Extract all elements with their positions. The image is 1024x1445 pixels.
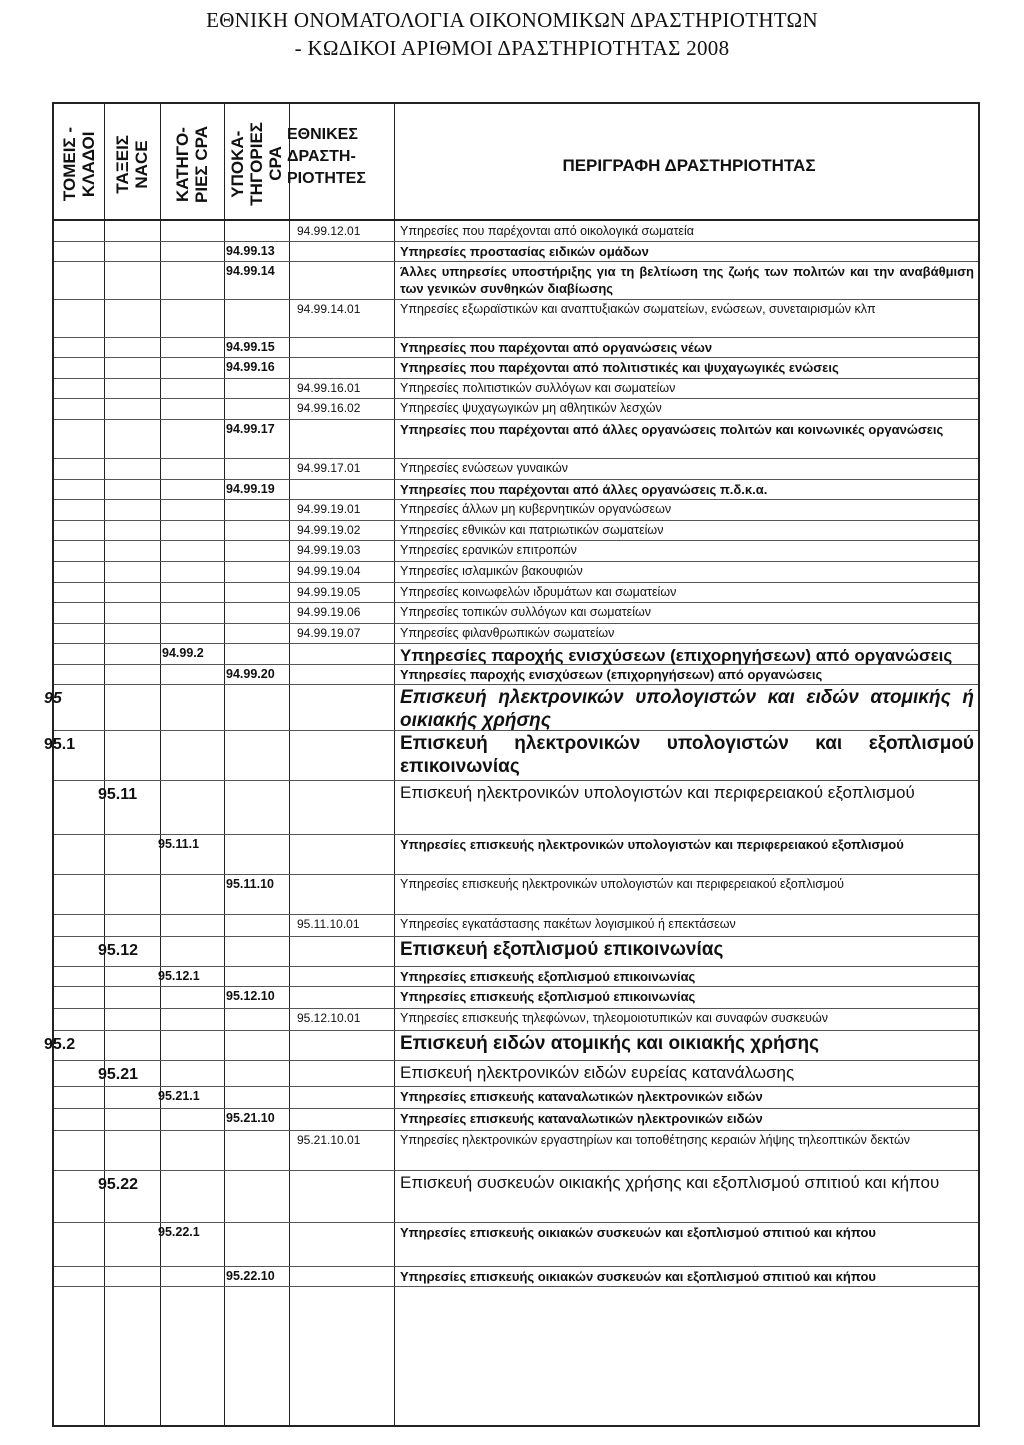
activity-code: 95.11.10 <box>226 877 274 891</box>
document-subtitle: - ΚΩΔΙΚΟΙ ΑΡΙΘΜΟΙ ΔΡΑΣΤΗΡΙΟΤΗΤΑΣ 2008 <box>294 36 730 60</box>
activity-description: Υπηρεσίες επισκευής καταναλωτικών ηλεκτρονικών ειδών <box>400 1111 763 1126</box>
table-row <box>54 458 978 480</box>
activity-description: Υπηρεσίες παροχής ενισχύσεων (επιχορηγήσεων) από οργανώσεις <box>400 646 953 665</box>
activity-code: 95.2 <box>44 1036 76 1053</box>
table-row <box>54 1108 978 1131</box>
table-row <box>44 684 978 731</box>
table-row <box>54 643 978 665</box>
activity-description: Επισκευή ηλεκτρονικών υπολογιστών και εξοπλισμού επικοινωνίας <box>400 733 974 777</box>
table-row <box>54 1008 978 1031</box>
activity-code: 94.99.12.01 <box>297 224 361 238</box>
table-row <box>54 664 978 685</box>
activity-description: Υπηρεσίες ηλεκτρονικών εργαστηρίων και τοποθέτησης κεραιών λήψης τηλεοπτικών δεκτών <box>400 1133 910 1147</box>
table-row <box>54 1060 978 1087</box>
activity-description: Υπηρεσίες επισκευής εξοπλισμού επικοινωνίας <box>400 969 696 984</box>
activity-code: 94.99.19 <box>226 482 275 496</box>
activity-description: Επισκευή ειδών ατομικής και οικιακής χρήσης <box>400 1033 820 1054</box>
table-row <box>54 1266 978 1287</box>
table-row <box>54 602 978 624</box>
table-row <box>54 261 978 300</box>
table-row <box>54 582 978 603</box>
activity-code: 95 <box>44 690 62 707</box>
activity-code: 94.99.20 <box>226 667 275 681</box>
table-row <box>54 540 978 562</box>
activity-description: Υπηρεσίες που παρέχονται από πολιτιστικές και ψυχαγωγικές ενώσεις <box>400 360 839 375</box>
activity-description: Υπηρεσίες εγκατάστασης πακέτων λογισμικού ή επεκτάσεων <box>400 917 736 931</box>
activity-code: 94.99.19.05 <box>297 585 361 599</box>
column-header-description: ΠΕΡΙΓΡΑΦΗ ΔΡΑΣΤΗΡΙΟΤΗΤΑΣ <box>562 156 816 175</box>
column-header-categories: ΚΑΤΗΓΟ- ΡΙΕΣ CPA <box>173 125 211 203</box>
activity-description: Υπηρεσίες που παρέχονται από οικολογικά σωματεία <box>400 224 694 238</box>
activity-description: Επισκευή ηλεκτρονικών υπολογιστών και ειδών ατομικής ή οικιακής χρήσης <box>400 687 974 731</box>
table-row <box>54 419 978 459</box>
activity-description: Υπηρεσίες που παρέχονται από οργανώσεις νέων <box>400 340 713 355</box>
activity-description: Υπηρεσίες εθνικών και πατριωτικών σωματείων <box>400 523 664 537</box>
table-row <box>54 1086 978 1109</box>
table-row <box>54 357 978 379</box>
activity-code: 94.99.14 <box>226 264 275 278</box>
table-row <box>54 986 978 1009</box>
activity-code: 94.99.19.03 <box>297 543 361 557</box>
table-row <box>54 520 978 541</box>
table-row <box>54 241 978 262</box>
activity-code: 94.99.19.07 <box>297 626 361 640</box>
table-row <box>54 479 978 500</box>
table-row <box>54 561 978 583</box>
activity-description: Υπηρεσίες τοπικών συλλόγων και σωματείων <box>400 605 651 619</box>
activity-description: Υπηρεσίες επισκευής ηλεκτρονικών υπολογιστών και περιφερειακού εξοπλισμού <box>400 877 844 891</box>
activity-code-table <box>44 102 980 1427</box>
activity-description: Υπηρεσίες επισκευής οικιακών συσκευών και εξοπλισμού σπιτιού και κήπου <box>400 1269 876 1284</box>
activity-description: Επισκευή συσκευών οικιακής χρήσης και εξοπλισμού σπιτιού και κήπου <box>400 1173 940 1192</box>
activity-code: 95.12.1 <box>158 969 200 983</box>
table-row <box>54 914 978 937</box>
activity-description: Υπηρεσίες εξωραϊστικών και αναπτυξιακών σωματείων, ενώσεων, συνεταιρισμών κλπ <box>400 302 876 316</box>
activity-code: 95.21.10.01 <box>297 1133 361 1147</box>
activity-description: Επισκευή ηλεκτρονικών ειδών ευρείας κατανάλωσης <box>400 1063 795 1082</box>
activity-description: Υπηρεσίες που παρέχονται από άλλες οργανώσεις πολιτών και κοινωνικές οργανώσεις <box>400 422 944 437</box>
activity-description: Υπηρεσίες ισλαμικών βακουφιών <box>400 564 583 578</box>
column-header-classes: ΤΑΞΕΙΣ NACE <box>113 134 151 194</box>
activity-code: 94.99.17 <box>226 422 275 436</box>
activity-code: 95.1 <box>44 736 76 753</box>
activity-description: Υπηρεσίες προστασίας ειδικών ομάδων <box>400 244 649 259</box>
table-row <box>54 623 978 644</box>
table-row <box>54 221 978 242</box>
activity-code: 95.11.1 <box>158 837 200 851</box>
activity-code: 94.99.14.01 <box>297 302 361 316</box>
activity-code: 94.99.16 <box>226 360 275 374</box>
activity-code: 94.99.19.04 <box>297 564 361 578</box>
activity-code: 95.21.10 <box>226 1111 275 1125</box>
activity-description: Επισκευή ηλεκτρονικών υπολογιστών και περιφερειακού εξοπλισμού <box>400 783 915 802</box>
activity-description: Υπηρεσίες φιλανθρωπικών σωματείων <box>400 626 615 640</box>
activity-code: 95.22.10 <box>226 1269 275 1283</box>
column-header-sectors: ΤΟΜΕΙΣ - ΚΛΑΔΟΙ <box>60 126 98 202</box>
activity-code: 95.12 <box>98 942 139 959</box>
activity-description: Υπηρεσίες ερανικών επιτροπών <box>400 543 577 557</box>
activity-code: 94.99.15 <box>226 340 275 354</box>
activity-code: 94.99.16.01 <box>297 381 361 395</box>
activity-code: 95.22.1 <box>158 1225 200 1239</box>
table-row <box>54 1170 978 1223</box>
activity-description: Υπηρεσίες ενώσεων γυναικών <box>400 461 568 475</box>
column-header-national: ΕΘΝΙΚΕΣ ΔΡΑΣΤΗ- ΡΙΟΤΗΤΕΣ <box>287 126 366 187</box>
activity-code: 94.99.2 <box>162 646 204 660</box>
activity-description: Υπηρεσίες επισκευής οικιακών συσκευών και εξοπλισμού σπιτιού και κήπου <box>400 1225 876 1240</box>
table-row <box>54 337 978 358</box>
activity-code: 95.12.10.01 <box>297 1011 361 1025</box>
activity-description: Υπηρεσίες ψυχαγωγικών μη αθλητικών λεσχών <box>400 401 662 415</box>
column-header-subcategories: ΥΠΟΚΑ- ΤΗΓΟΡΙΕΣ CPA <box>227 122 285 206</box>
table-row <box>54 299 978 338</box>
activity-code: 95.21 <box>98 1066 139 1083</box>
activity-code: 94.99.17.01 <box>297 461 361 475</box>
table-row <box>54 966 978 987</box>
table-row <box>54 1130 978 1171</box>
activity-description: Υπηρεσίες παροχής ενισχύσεων (επιχορηγήσεων) από οργανώσεις <box>400 667 823 682</box>
activity-description: Επισκευή εξοπλισμού επικοινωνίας <box>400 939 724 960</box>
activity-code: 95.22 <box>98 1176 139 1193</box>
activity-description: Υπηρεσίες πολιτιστικών συλλόγων και σωματείων <box>400 381 676 395</box>
activity-description: Υπηρεσίες επισκευής καταναλωτικών ηλεκτρονικών ειδών <box>400 1089 763 1104</box>
activity-description: Υπηρεσίες που παρέχονται από άλλες οργανώσεις π.δ.κ.α. <box>400 482 768 497</box>
table-row <box>54 834 978 875</box>
table-row <box>44 730 978 781</box>
table-row <box>54 1222 978 1267</box>
table-row <box>54 936 978 967</box>
activity-code: 94.99.19.06 <box>297 605 361 619</box>
activity-code: 94.99.19.01 <box>297 502 361 516</box>
table-row <box>54 780 978 835</box>
activity-description: Υπηρεσίες επισκευής εξοπλισμού επικοινωνίας <box>400 989 696 1004</box>
table-row <box>54 378 978 399</box>
activity-code: 95.12.10 <box>226 989 275 1003</box>
activity-code: 94.99.19.02 <box>297 523 361 537</box>
activity-description: Υπηρεσίες άλλων μη κυβερνητικών οργανώσεων <box>400 502 672 516</box>
table-row <box>54 874 978 915</box>
activity-code: 95.11.10.01 <box>297 917 360 931</box>
document-title: ΕΘΝΙΚΗ ΟΝΟΜΑΤΟΛΟΓΙΑ ΟΙΚΟΝΟΜΙΚΩΝ ΔΡΑΣΤΗΡΙΟΤΗΤΩΝ <box>206 8 818 32</box>
table-row <box>54 398 978 420</box>
activity-description: Άλλες υπηρεσίες υποστήριξης για τη βελτίωση της ζωής των πολιτών και την αναβάθμιση των γενικών συνθηκών διαβίωσης <box>400 264 974 296</box>
activity-code: 95.21.1 <box>158 1089 200 1103</box>
activity-code: 94.99.16.02 <box>297 401 361 415</box>
activity-description: Υπηρεσίες επισκευής τηλεφώνων, τηλεομοιοτυπικών και συναφών συσκευών <box>400 1011 828 1025</box>
activity-description: Υπηρεσίες επισκευής ηλεκτρονικών υπολογιστών και περιφερειακού εξοπλισμού <box>400 837 904 852</box>
activity-code: 95.11 <box>98 786 138 803</box>
table-row <box>54 499 978 521</box>
activity-code: 94.99.13 <box>226 244 275 258</box>
table-row <box>44 1030 978 1061</box>
activity-description: Υπηρεσίες κοινωφελών ιδρυμάτων και σωματείων <box>400 585 677 599</box>
